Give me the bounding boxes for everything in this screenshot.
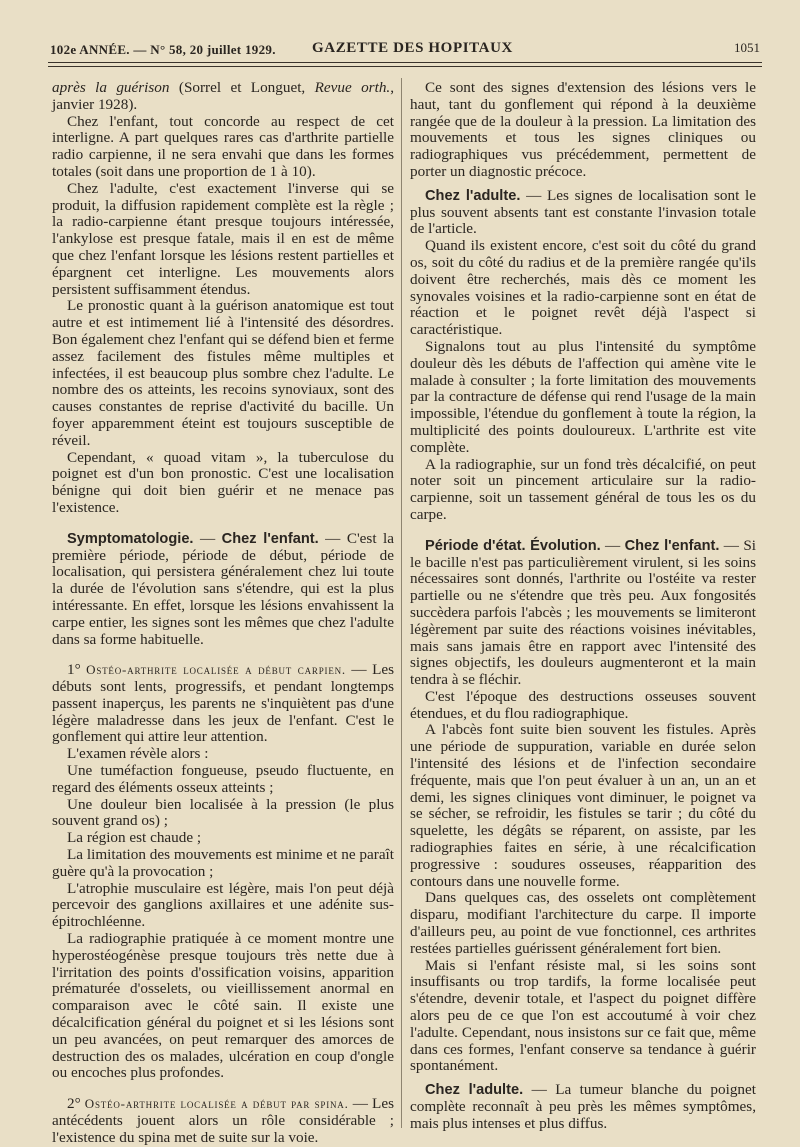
- text-span: — Les signes de localisation sont le plus souvent absents tant est constante l'invasion totale de l'article.: [410, 186, 756, 238]
- paragraph: La radiographie pratiquée à ce moment montre une hyperostéogénèse presque toujours très nette due à l'irritation des points d'ossification voisins, apparition prématurée d'osselets, ou vieillissement anormal en comparaison avec le côté sain. Il existe une décalcification général du poignet et si les lésions sont un peu avancées, on peut remarquer des amorces de destruction des os malades, ulcération en coup d'ongle ou encoches plus profondes.: [52, 930, 394, 1082]
- italic-phrase: après la guérison: [52, 79, 170, 96]
- subsection-1: [52, 662, 394, 746]
- paragraph: Mais si l'enfant résiste mal, si les soins sont insuffisants ou trop tardifs, la forme localisée peut s'étendre, devenir totale, et l'aspect du poignet diffère alors peu de ce que l'on est accoutumé à voir chez l'adulte. Cependant, nous insistons sur ce fait que, même dans ces formes, l'enfant conserve sa tendance à guérir spontanément.: [410, 956, 756, 1075]
- paragraph: Ce sont des signes d'extension des lésions vers le haut, tant du gonflement qui répond à la deuxième rangée que de la douleur à la pression. La limitation des mouvements et tous les signes cliniques ou radiographiques vus précédemment, permettent de porter un diagnostic précoce.: [410, 79, 756, 180]
- paragraph: [52, 80, 394, 114]
- journal-title: GAZETTE DES HOPITAUX: [312, 40, 513, 56]
- paragraph: Chez l'adulte, c'est exactement l'inverse qui se produit, la diffusion rapidement complète est la règle ; la radio-carpienne étant presque toujours intéressée, l'ankylose est presque fatale, mais il en est de même que chez l'enfant lorsque les lésions restent partielles et épargnent cet interligne. Les mouvements alors persistent suffisamment étendus.: [52, 179, 394, 298]
- page-number: 1051: [734, 40, 760, 55]
- paragraph: Le pronostic quant à la guérison anatomique est tout autre et est intimement lié à l'intensité des désordres. Bon également chez l'enfant qui se défend bien et ferme assez facilement des fistules même multiples et infectées, il est beaucoup plus sombre chez l'adulte. Le nombre des os atteints, les recoins synoviaux, sont des causes constantes de reprise d'activité du bacille. Un foyer apparemment éteint est toujours susceptible de réveil.: [52, 297, 394, 449]
- text-span: — Les débuts sont lents, progressifs, et pendant longtemps passent inaperçus, les parents ne s'inquiètent pas d'une légère maladresse dans les jeux de l'enfant. C'est le gonflement qui attire leur attention.: [52, 661, 394, 746]
- subsection-title: Ostéo-arthrite localisée a début carpien.: [86, 662, 346, 678]
- section-periode-etat: [410, 538, 756, 689]
- subsection-2: [52, 1096, 394, 1146]
- subsection-heading: Chez l'adulte.: [425, 1082, 524, 1099]
- paragraph-adulte: [410, 188, 756, 238]
- running-header: [50, 40, 760, 60]
- journal-citation: Revue orth.: [314, 79, 391, 96]
- subsection-number: 1°: [67, 661, 87, 679]
- subsection-title: Ostéo-arthrite localisée a début par spina.: [84, 1096, 349, 1112]
- text-span: — La tumeur blanche du poignet complète reconnaît à peu près les mêmes symptômes, mais plus intenses et plus diffus.: [410, 1081, 756, 1132]
- subsection-heading: Chez l'enfant.: [624, 537, 720, 554]
- section-heading: Symptomatologie.: [67, 530, 194, 547]
- subsection-heading: Chez l'enfant.: [221, 530, 319, 547]
- text-span: (Sorrel et Longuet,: [169, 79, 315, 96]
- paragraph: Une douleur bien localisée à la pression (le plus souvent grand os) ;: [52, 795, 394, 830]
- subsection-heading: Chez l'adulte.: [425, 187, 521, 204]
- paragraph: La limitation des mouvements est minime et ne paraît guère qu'à la provocation ;: [52, 846, 394, 880]
- paragraph: Cependant, « quoad vitam », la tuberculose du poignet est d'un bon pronostic. C'est une localisation bénigne qui doit bien guérir et ne menace pas l'existence.: [52, 448, 394, 516]
- paragraph: A la radiographie, sur un fond très décalcifié, on peut noter soit un pincement articulaire sur la radio-carpienne, soit un tassement général de tous les os du carpe.: [410, 455, 756, 523]
- subsection-number: 2°: [67, 1095, 85, 1113]
- text-span: —: [193, 529, 222, 547]
- section-symptomatologie: [52, 531, 394, 649]
- paragraph: L'examen révèle alors :: [67, 745, 209, 763]
- paragraph: C'est l'époque des destructions osseuses souvent étendues, et du flou radiographique.: [410, 687, 756, 722]
- paragraph: L'atrophie musculaire est légère, mais l'on peut déjà percevoir des ganglions axillaires et une adénite sus-épitrochléenne.: [52, 879, 394, 931]
- paragraph: A l'abcès font suite bien souvent les fistules. Après une période de suppuration, variable en durée selon l'intensité des lésions et de l'infection secondaire fréquente, mais que l'on peut évaluer à un an, un an et demi, les signes cliniques vont diminuer, le poignet va se sécher, se refroidir, les fistules se tarir ; du côté du squelette, les dégâts se réparent, on assiste, par les radiographies faites en série, à une récalcification progressive : soudures osseuses, réapparition des contours dans une nouvelle forme.: [410, 721, 756, 890]
- text-span: — Les antécédents jouent alors un rôle considérable ; l'existence du spina met de suite sur la voie.: [52, 1095, 394, 1146]
- left-column: [52, 80, 394, 1147]
- paragraph: Chez l'enfant, tout concorde au respect de cet interligne. A part quelques rares cas d'arthrite partielle radio carpienne, il ne sera envahi que dans les formes totales (soit dans une proportion de 1 à 10).: [52, 112, 394, 180]
- column-divider: [401, 78, 402, 1128]
- text-span: —: [600, 536, 625, 554]
- text-span: — C'est la première période, période de début, période de localisation, qui persistera généralement chez lui toute la durée de l'évolution sans s'étendre, qui est la plus intéressante. En effet, lorsque les lésions envahissent la carpe entier, les signes sont les mêmes que chez l'adulte dans sa forme habituelle.: [52, 529, 395, 648]
- paragraph-adulte: [410, 1082, 756, 1132]
- paragraph: Signalons tout au plus l'intensité du symptôme douleur dès les débuts de l'affection qui amène vite le malade à consulter ; la forte limitation des mouvements par la contracture de défense qui rend l'usage de la main impossible, l'étendue du gonflement à toute la région, la multiplicité des points douloureux. L'arthrite est vite complète.: [410, 337, 756, 456]
- paragraph: Une tuméfaction fongueuse, pseudo fluctuente, en regard des éléments osseux atteints ;: [52, 762, 394, 796]
- issue-info: 102e ANNÉE. — N° 58, 20 juillet 1929.: [50, 42, 276, 57]
- paragraph: Dans quelques cas, des osselets ont complètement disparu, modifiant l'architecture du carpe. Il importe d'ailleurs peu, au point de vue fonctionnel, ces arthrites restées partielles guérissent généralement fort bien.: [410, 889, 756, 957]
- header-rule-bottom: [48, 66, 762, 67]
- paragraph: Quand ils existent encore, c'est soit du côté du grand os, soit du côté du radius et de la première rangée qu'ils doivent être recherchés, mais dès ce moment les synovales voisines et la radio-carpienne sont en état de réaction et le poignet revêt déjà l'aspect si caractéristique.: [410, 237, 756, 339]
- text-span: — Si le bacille n'est pas particulièrement virulent, si les soins nécessaires sont donnés, l'arthrite ou l'ostéite va rester partielle ou ne s'étendre que très peu. Aux fongosités succèdera parfois l'abcès ; les mouvements se limiteront légèrement par suite des réactions voisines inévitables, mais sans jamais être en rapport avec l'intensité des signes objectifs, les douleurs augmenteront et la main tendra à se fléchir.: [410, 536, 757, 689]
- section-heading: Période d'état. Évolution.: [425, 537, 601, 554]
- header-rule-top: [48, 62, 762, 63]
- paragraph: La région est chaude ;: [67, 829, 202, 847]
- right-column: [410, 80, 756, 1133]
- text-span: , janvier 1928).: [52, 79, 395, 113]
